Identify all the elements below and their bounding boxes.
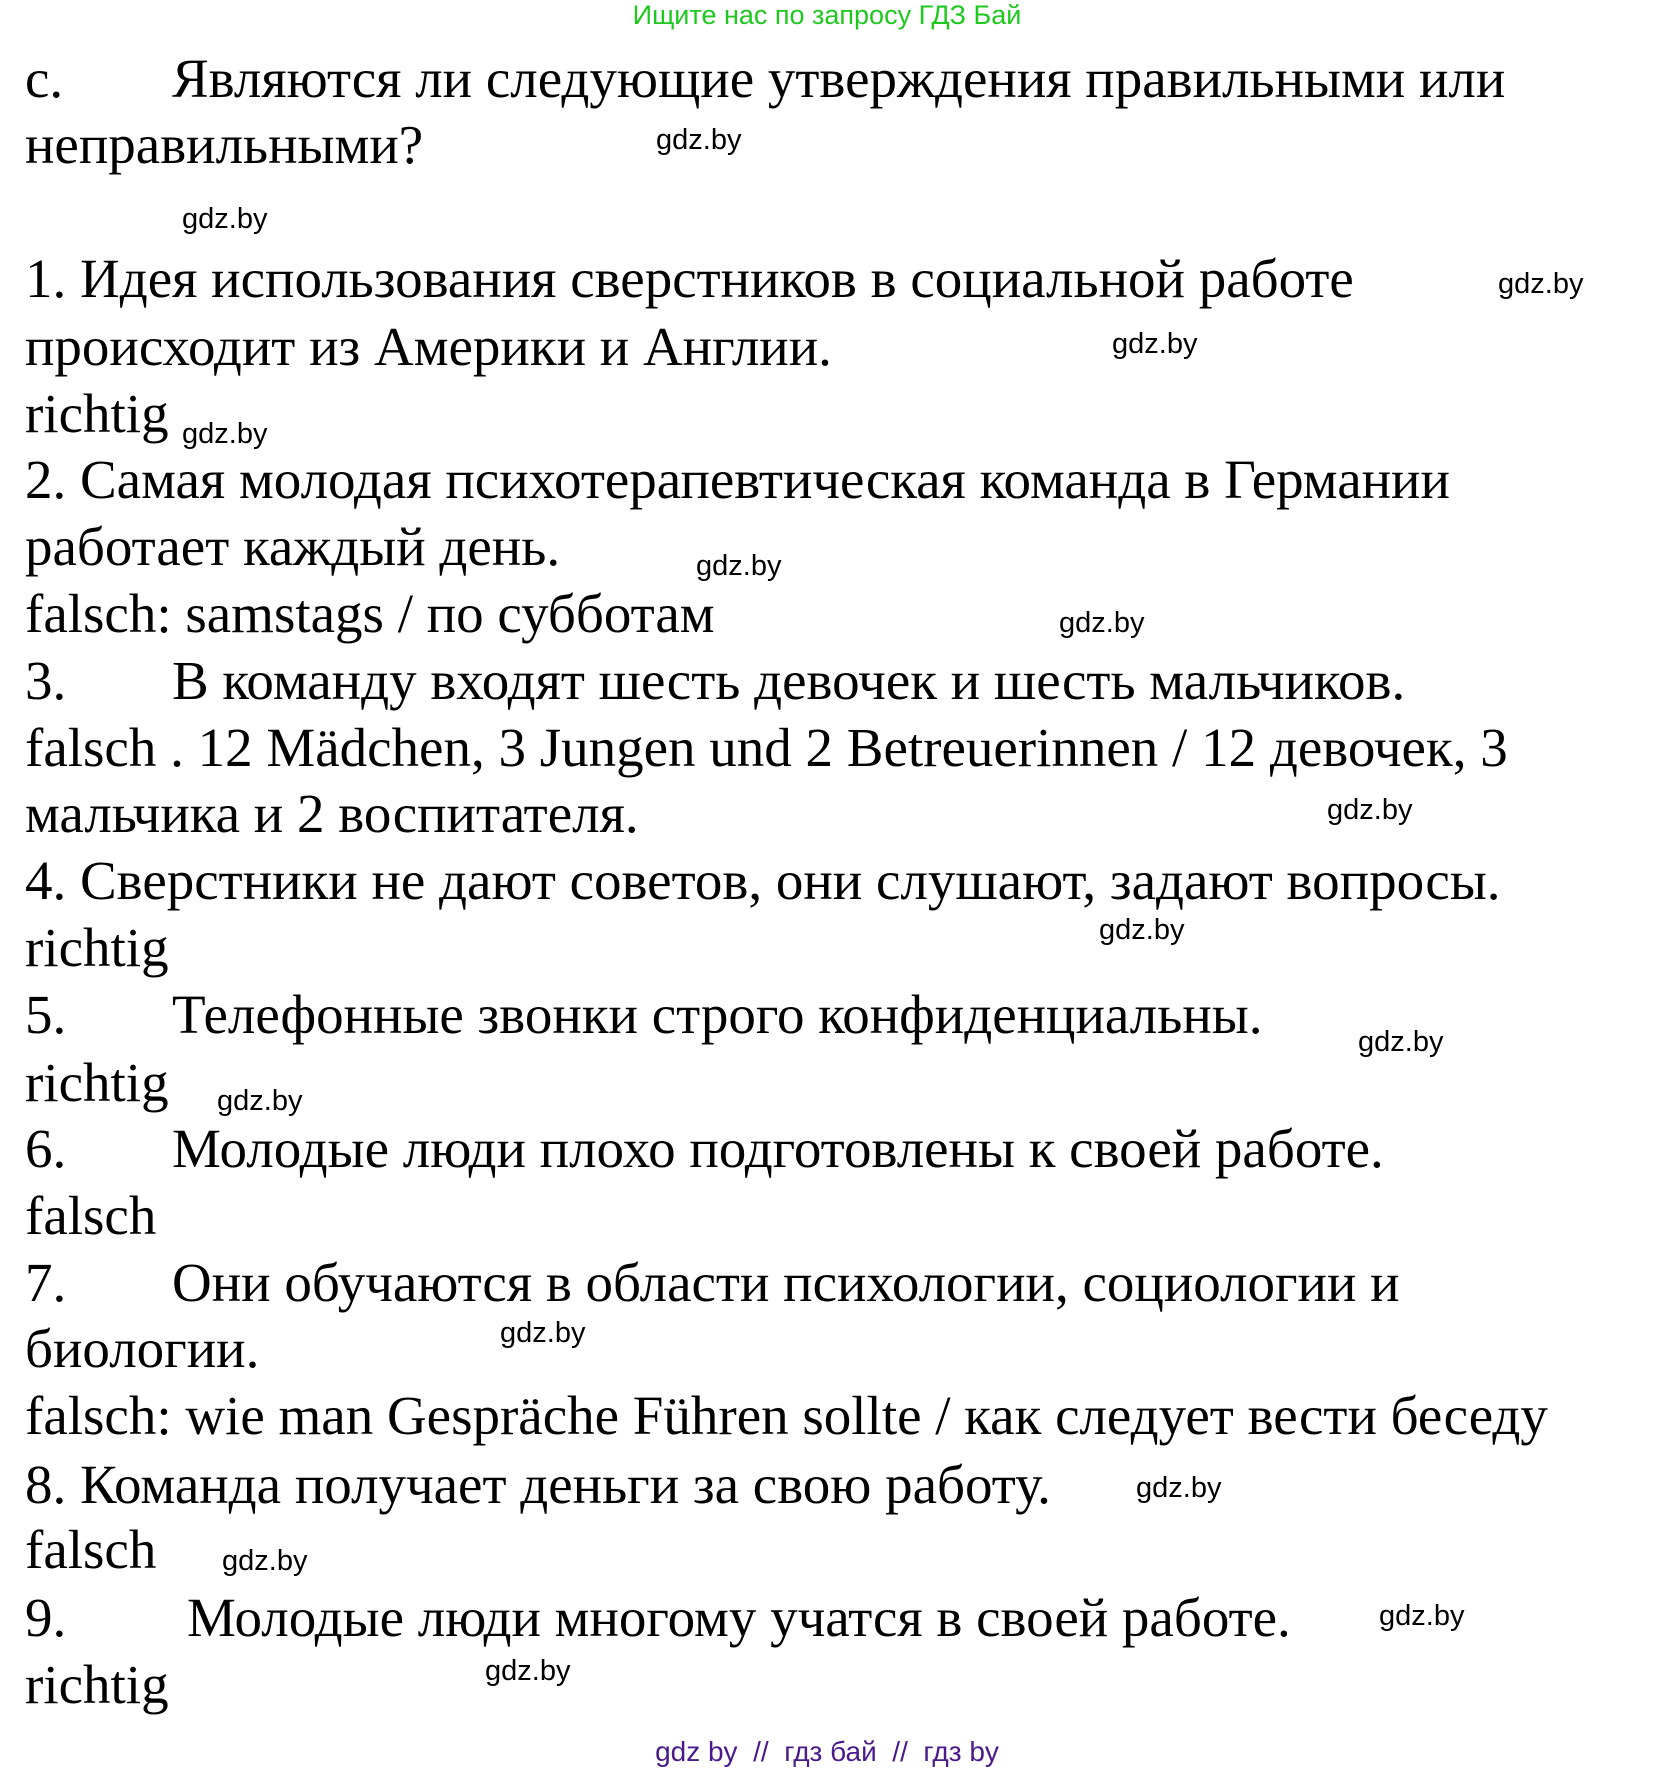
watermark: gdz.by xyxy=(1099,914,1185,946)
watermark: gdz.by xyxy=(1136,1472,1222,1504)
item-7-answer: falsch: wie man Gespräche Führen sollte / как следует вести беседу xyxy=(25,1385,1548,1446)
item-3-question xyxy=(25,648,1405,714)
footer-links: gdz by // гдз бай // гдз by xyxy=(655,1736,999,1767)
item-7-question xyxy=(25,1250,1400,1316)
watermark: gdz.by xyxy=(485,1655,571,1687)
item-number: 5. xyxy=(25,984,67,1045)
item-1-question: 1. Идея использования сверстников в социальной работе xyxy=(25,248,1354,309)
item-text: Телефонные звонки строго конфиденциальны. xyxy=(172,984,1263,1045)
item-text: Они обучаются в области психологии, социологии и xyxy=(172,1252,1400,1313)
item-5-question xyxy=(25,982,1262,1048)
watermark: gdz.by xyxy=(217,1085,303,1117)
item-2-answer: falsch: samstags / по субботам xyxy=(25,583,715,644)
item-2-question: 2. Самая молодая психотерапевтическая команда в Германии xyxy=(25,449,1450,510)
search-hint-banner: Ищите нас по запросу ГДЗ Бай xyxy=(632,0,1022,30)
item-8-question: 8. Команда получает деньги за свою работу. xyxy=(25,1454,1051,1515)
task-question: Являются ли следующие утверждения правильными или xyxy=(172,48,1506,109)
item-5-answer: richtig xyxy=(25,1052,169,1113)
item-1-answer: richtig xyxy=(25,383,169,444)
item-6-question xyxy=(25,1116,1384,1182)
task-question-cont: неправильными? xyxy=(25,114,424,175)
watermark: gdz.by xyxy=(1498,268,1584,300)
watermark: gdz.by xyxy=(1358,1026,1444,1058)
item-number: 9. xyxy=(25,1587,67,1648)
item-7-question-cont: биологии. xyxy=(25,1318,260,1379)
watermark: gdz.by xyxy=(1379,1600,1465,1632)
watermark: gdz.by xyxy=(222,1545,308,1577)
item-number: 3. xyxy=(25,650,67,711)
item-8-answer: falsch xyxy=(25,1519,157,1580)
item-3-answer-cont: мальчика и 2 воспитателя. xyxy=(25,783,639,844)
task-question-line xyxy=(25,46,1505,112)
item-number: 7. xyxy=(25,1252,67,1313)
watermark: gdz.by xyxy=(182,418,268,450)
task-label: c. xyxy=(25,48,64,109)
item-text: В команду входят шесть девочек и шесть мальчиков. xyxy=(172,650,1406,711)
watermark: gdz.by xyxy=(1059,607,1145,639)
item-text: Молодые люди многому учатся в своей работе. xyxy=(187,1587,1291,1648)
watermark: gdz.by xyxy=(656,124,742,156)
item-number: 6. xyxy=(25,1118,67,1179)
item-9-answer: richtig xyxy=(25,1654,169,1715)
item-4-question: 4. Сверстники не дают советов, они слушают, задают вопросы. xyxy=(25,850,1501,911)
item-4-answer: richtig xyxy=(25,917,169,978)
item-1-question-cont: происходит из Америки и Англии. xyxy=(25,316,832,377)
item-text: Молодые люди плохо подготовлены к своей работе. xyxy=(172,1118,1384,1179)
item-3-answer: falsch . 12 Mädchen, 3 Jungen und 2 Betreuerinnen / 12 девочек, 3 xyxy=(25,717,1508,778)
watermark: gdz.by xyxy=(500,1317,586,1349)
item-9-question xyxy=(25,1585,1291,1651)
item-2-question-cont: работает каждый день. xyxy=(25,516,561,577)
item-6-answer: falsch xyxy=(25,1185,157,1246)
watermark: gdz.by xyxy=(1112,328,1198,360)
watermark: gdz.by xyxy=(1327,794,1413,826)
watermark: gdz.by xyxy=(696,550,782,582)
watermark: gdz.by xyxy=(182,203,268,235)
